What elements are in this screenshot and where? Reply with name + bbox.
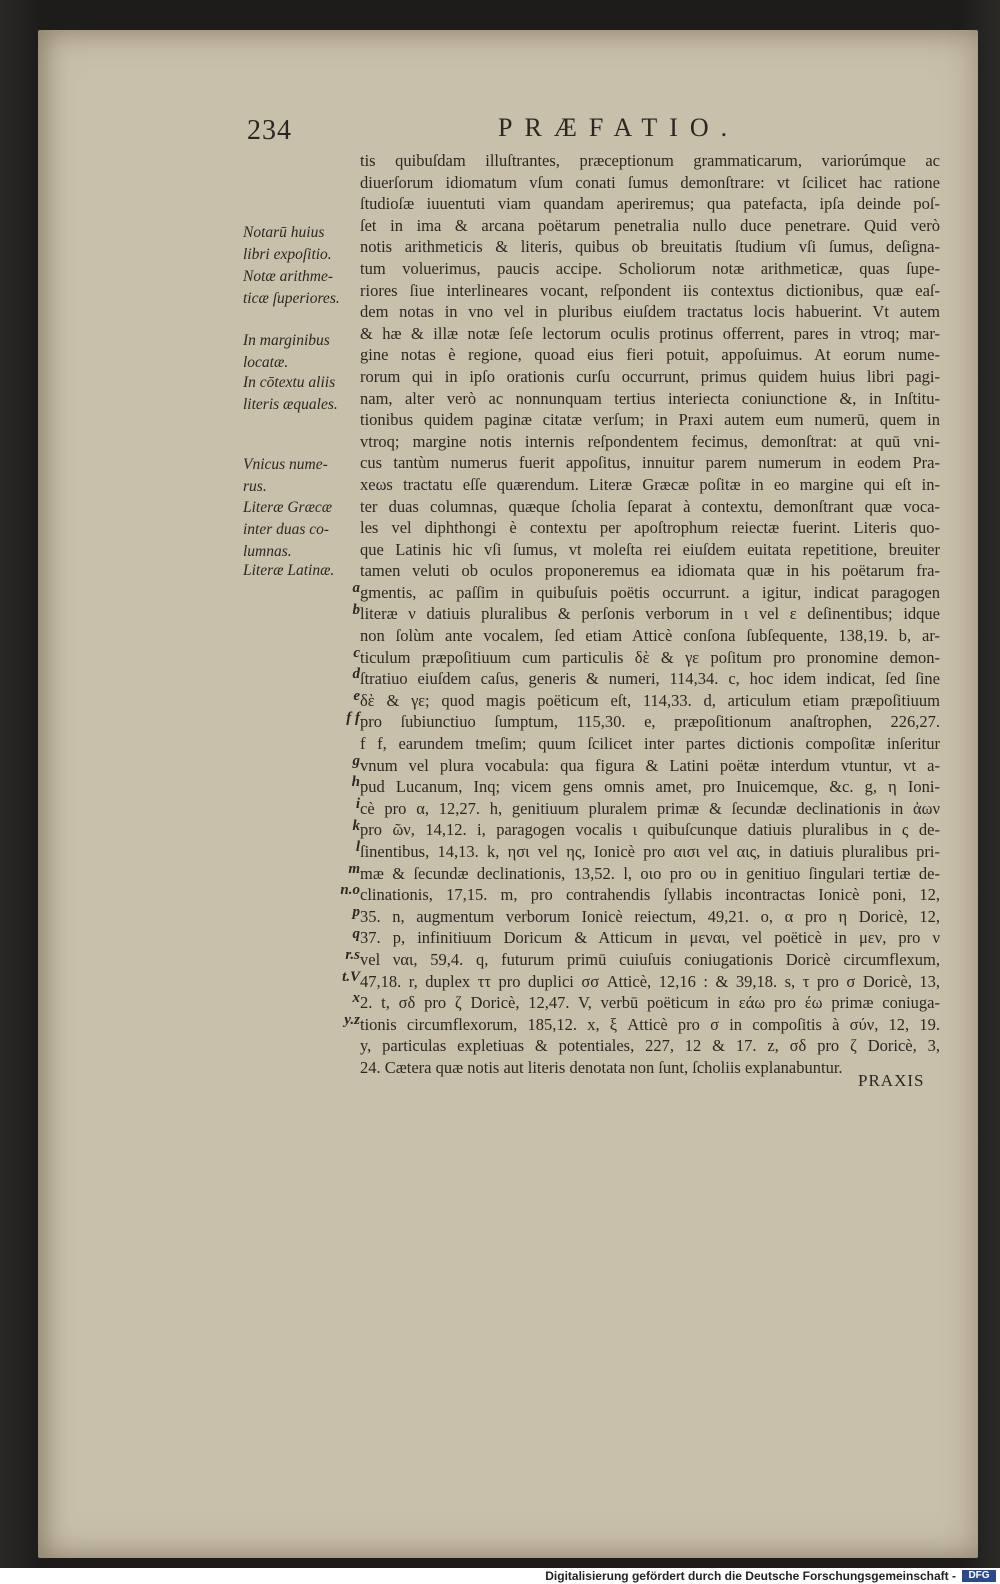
letter-key: d — [352, 666, 360, 683]
running-head: PRÆFATIO. — [498, 113, 740, 142]
letter-key — [338, 729, 360, 751]
body-line: cè pro α, 12,27. h, genitiuum pluralem primæ & ſecundæ declinationis in ἀων — [360, 798, 940, 818]
body-line: 47,18. r, duplex ττ pro duplici σσ Atticè, 12,16 : & 39,18. s, τ pro σ Doricè, 13, — [360, 971, 940, 991]
body-line: δὲ & γε; quod magis poëticum eſt, 114,33. d, articulum etiam præpoſitiuum — [360, 690, 940, 710]
body-line: vel ναι, 59,4. q, futurum primū cuiuſuis coniugationis Doricè circumflexum, — [360, 949, 940, 969]
letter-key: y.z — [344, 1011, 360, 1028]
page-number: 234 — [247, 115, 292, 146]
margin-note-line: locatæ. — [243, 354, 289, 371]
body-line: vtroq; margine notis internis reſpondentem fecimus, demonſtrat: at quū vni- — [360, 431, 940, 451]
letter-key: m — [348, 860, 360, 877]
body-line: ſtudioſæ iuuentuti viam quandam aperiremus; qua patefacta, ipſa deinde poſ- — [360, 194, 940, 214]
margin-note-line: rus. — [243, 478, 267, 495]
body-line: 2. t, σδ pro ζ Doricè, 12,47. V, verbū poëticum in εάω pro έω primæ coniuga- — [360, 993, 940, 1013]
margin-note-line: Literæ Latinæ. — [243, 562, 335, 579]
body-line: ſtratiuo eiuſdem caſus, generis & numeri, 114,34. c, hoc idem indicat, ſed ſine — [360, 669, 940, 689]
body-line: tionibus quidem paginæ citatæ verſum; in Praxi autem eum numerū, quem in — [360, 410, 940, 430]
body-line: vnum vel plura vocabula: qua figura & Latini poëtæ interdum vtuntur, vt a- — [360, 755, 940, 775]
body-line: 35. n, augmentum verborum Ionicè reiectum, 49,21. o, α pro η Doricè, 12, — [360, 906, 940, 926]
letter-key: i — [355, 795, 360, 812]
body-line: cus tantùm numerus fuerit appoſitus, innuitur parem numerum in eodem Pra- — [360, 453, 940, 473]
body-line: notis arithmeticis & literis, quibus ob breuitatis ſtudium vſi ſumus, deſigna- — [360, 237, 940, 257]
footer-credit: Digitalisierung gefördert durch die Deutsche Forschungsgemeinschaft - — [545, 1569, 956, 1583]
body-line: gmentis, ac paſſim in quibuſuis poëtis occurrunt. a igitur, indicat paragogen — [360, 582, 940, 602]
letter-key: t.V — [342, 968, 360, 985]
letter-key: p — [352, 903, 360, 920]
body-line: rorum qui in ipſo orationis curſu occurrunt, primus quidem huius libri pagi- — [360, 366, 940, 386]
letter-key: h — [351, 774, 360, 791]
body-line: ſet in ima & arcana poëtarum penetralia nullo duce penetrare. Quid verò — [360, 215, 940, 235]
letter-key: g — [352, 752, 360, 769]
body-line: ter duas columnas, quæque ſcholia ſeparat à contextu, demonſtrant quæ voca- — [360, 496, 940, 516]
letter-key: q — [352, 925, 360, 942]
margin-note-line: In marginibus — [243, 332, 330, 349]
body-line: pro ῶν, 14,12. i, paragogen vocalis ι quibuſcunque datiuis pluralibus in ς de- — [360, 820, 940, 840]
body-line: nam, alter verò ac nonnunquam tertius interiecta coniunctione &, in Inſtitu- — [360, 388, 940, 408]
body-line: xeωs tractatu eſſe quærendum. Literæ Græcæ poſitæ in eo margine qui eſt in- — [360, 474, 940, 494]
body-line: que Latinis hic vſi ſumus, vt moleſta rei eiuſdem euitata repetitione, breuiter — [360, 539, 940, 559]
margin-note-line: literis æquales. — [243, 396, 338, 413]
body-text — [360, 150, 940, 1079]
margin-note-line: lumnas. — [243, 543, 292, 560]
letter-key: r.s — [345, 947, 360, 964]
letter-key: f f — [346, 709, 360, 726]
letter-keys — [338, 578, 360, 1031]
letter-key: a — [352, 580, 360, 596]
body-line: & hæ & illæ notæ ſeſe lectorum oculis protinus offerrent, pares in vtroq; mar- — [360, 323, 940, 343]
body-line: tionis circumflexorum, 185,12. x, ξ Atticè pro σ in compoſitis à σύν, 12, 19. — [360, 1014, 940, 1034]
letter-key — [338, 621, 360, 643]
body-line: y, particulas expletiuas & potentiales, 227, 12 & 17. z, σδ pro ζ Doricè, 3, — [360, 1036, 940, 1056]
body-line: les vel diphthongi è contextu per apoſtrophum reiectæ fuerint. Literis quo- — [360, 518, 940, 538]
margin-note-line: Vnicus nume- — [243, 456, 328, 473]
letter-key: n.o — [340, 882, 360, 899]
letter-key: c — [353, 644, 360, 661]
margin-note-line: In cōtextu aliis — [243, 374, 336, 391]
margin-note-line: ticæ ſuperiores. — [243, 290, 340, 307]
body-line: pro ſubiunctiuo ſumptum, 115,30. e, præpoſitionum anaſtrophen, 226,27. — [360, 712, 940, 732]
letter-key: e — [353, 687, 360, 704]
body-line: ſinentibus, 14,13. k, ησι vel ης, Ionicè pro αισι vel αις, in datiuis pluralibus pri- — [360, 842, 940, 861]
catchword: PRAXIS — [858, 1071, 925, 1090]
letter-key: l — [355, 839, 360, 856]
body-line: clinationis, 17,15. m, pro contrahendis ſyllabis incontractas Ionicè poni, 12, — [360, 885, 940, 905]
margin-note-line: inter duas co- — [243, 521, 330, 538]
letter-key: x — [352, 990, 360, 1007]
body-line: f f, earundem tmeſim; quum ſcilicet inter partes dictionis compoſitæ inſeritur — [360, 734, 940, 754]
margin-note-line: Notarū huius — [243, 224, 325, 241]
margin-note-line: Notæ arithme- — [243, 268, 333, 285]
body-line: tamen veluti ob oculos proponeremus ea idiomata quæ in his poëtarum fra- — [360, 561, 940, 581]
body-line: non ſolùm ante vocalem, ſed etiam Atticè conſona ſubſequente, 138,19. b, ar- — [360, 626, 940, 646]
body-line: 37. p, infinitiuum Doricum & Atticum in μεναι, vel poëticè in μεν, pro ν — [360, 928, 940, 948]
body-line: 24. Cætera quæ notis aut literis denotata non ſunt, ſcholiis explanabuntur. — [360, 1057, 843, 1077]
body-line: pud Lucanum, Inq; vicem gens omnis amet, pro Inuicemque, &c. g, η Ioni- — [360, 777, 940, 797]
body-line: literæ ν datiuis pluralibus & perſonis verborum in ι vel ε deſinentibus; idque — [360, 604, 940, 624]
margin-note-line: Literæ Græcæ — [243, 499, 333, 516]
dfg-logo: DFG — [962, 1570, 996, 1582]
body-line: tis quibuſdam illuſtrantes, præceptionum grammaticarum, variorúmque ac — [360, 151, 940, 170]
body-line: tum voluerimus, paucis accipe. Scholiorum notæ arithmeticæ, quas ſupe- — [360, 258, 940, 278]
body-line: dem notas in vno vel in pluribus eiuſdem tractatus locis habuerint. Vt autem — [360, 302, 940, 322]
body-line: gine notas è regione, quoad eius fieri potuit, appoſuimus. At eorum nume- — [360, 345, 940, 365]
body-line: ticulum præpoſitiuum cum particulis δὲ & γε poſitum pro pronomine demon- — [360, 647, 940, 667]
body-line: mæ & ſecundæ declinationis, 13,52. l, οιο pro ου in genitiuo ſingulari tertiæ de- — [360, 863, 940, 883]
margin-note-line: libri expoſitio. — [243, 246, 332, 263]
letter-key: b — [352, 601, 360, 618]
letter-key: k — [352, 817, 360, 834]
body-line: riores ſiue interlineares vocant, reſpondent iis contextus dictionibus, quæ eaſ- — [360, 280, 940, 300]
body-line: diuerſorum idiomatum vſum conati ſumus demonſtrare: vt ſcilicet hac ratione — [360, 172, 940, 192]
